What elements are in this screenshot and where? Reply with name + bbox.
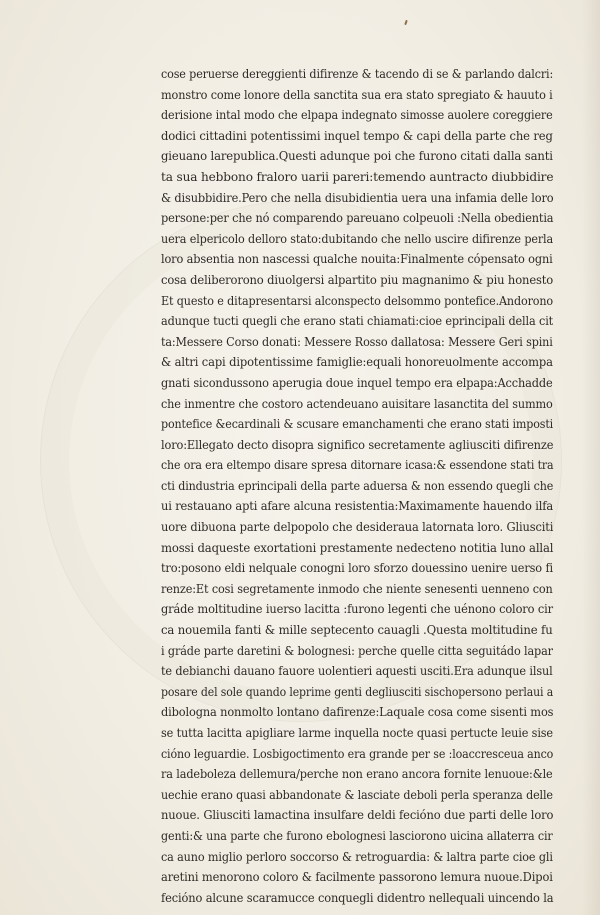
text-line: genti:& una parte che furono ebolognesi lasciorono uicina allaterra cir: [161, 827, 553, 843]
text-line: monstro come lonore della sanctita sua era stato spregiato & hauuto i: [161, 86, 553, 102]
text-line: gieuano larepublica.Questi adunque poi che furono citati dalla santi: [161, 148, 553, 164]
text-line: che inmentre che costoro actendeuano auisitare lasanctita del summo: [161, 395, 553, 411]
text-line: ta:Messere Corso donati: Messere Rosso dallatosa: Messere Geri spini: [161, 333, 553, 349]
text-line: te debianchi dauano fauore uolentieri aquesti usciti.Era adunque ilsul: [161, 663, 553, 679]
text-line: & altri capi dipotentissime famiglie:equali honoreuolmente accompa: [161, 354, 553, 370]
text-line: uore dibuona parte delpopolo che desideraua latornata loro. Gliusciti: [161, 519, 554, 535]
text-line: ra ladeboleza dellemura/perche non erano ancora fornite lenuoue:&le: [161, 766, 553, 782]
text-line: renze:Et cosi segretamente inmodo che niente senesenti uenneno con: [161, 580, 553, 596]
text-line: ta sua hebbono fraloro uarii pareri:temendo auntracto diubbidire: [161, 168, 554, 184]
text-line: posare del sole quando leprime genti degliusciti sischopersono perlaui a: [161, 683, 554, 699]
text-line: mossi daqueste exortationi prestamente nedecteno notitia luno allal: [161, 539, 554, 555]
text-line: dibologna nonmolto lontano dafirenze:Laquale cosa come sisenti mos: [161, 704, 554, 720]
text-line: se tutta lacitta apigliare larme inquella nocte quasi pertucte leuie sise: [161, 725, 553, 740]
ink-speck: [404, 20, 408, 25]
text-line: dodici cittadini potentissimi inquel tempo & capi della parte che reg: [161, 127, 553, 143]
text-line: ca nouemila fanti & mille septecento cauagli .Questa moltitudine fu: [161, 622, 553, 638]
text-line: tro:posono eldi nelquale conogni loro sforzo douessino uenire uerso fi: [161, 560, 553, 576]
text-line: uera elpericolo delloro stato:dubitando che nello uscire difirenze perla: [161, 230, 554, 246]
text-line: gnati sicondussono aperugia doue inquel tempo era elpapa:Acchadde: [161, 374, 553, 390]
text-line: derisione intal modo che elpapa indegnato simosse auolere coreggiere: [161, 107, 553, 123]
text-block: [161, 64, 553, 908]
page-edge-shadow: [582, 0, 600, 915]
text-line: pontefice &ecardinali & scusare emanchamenti che erano stati imposti: [161, 416, 554, 432]
text-line: aretini menorono coloro & facilmente passorono lemura nuoue.Dipoi: [161, 869, 553, 885]
text-line: fecióno alcune scaramucce conquegli didentro nellequali uincendo la: [161, 889, 554, 905]
text-line: loro absentia non nascessi qualche nouita:Finalmente cópensato ogni: [161, 251, 553, 267]
text-line: cióno leguardie. Losbigoctimento era grande per se :loaccresceua anco: [161, 745, 554, 761]
text-line: gráde moltitudine iuerso lacitta :furono legenti che uénono coloro cir: [161, 601, 553, 617]
text-line: ui restauano apti afare alcuna resistentia:Maximamente hauendo ilfa: [161, 498, 554, 514]
text-line: che ora era eltempo disare spresa ditornare icasa:& essendone stati tra: [161, 457, 554, 473]
text-line: persone:per che nó comparendo pareuano colpeuoli :Nella obedientia: [161, 210, 554, 226]
text-line: cose peruerse dereggienti difirenze & tacendo di se & parlando dalcri:: [161, 66, 554, 81]
text-line: & disubbidire.Pero che nella disubidientia uera una infamia delle loro: [161, 189, 554, 205]
text-line: i gráde parte daretini & bolognesi: perche quelle citta seguitádo lapar: [161, 642, 553, 658]
text-line: cti dindustria eprincipali della parte aduersa & non essendo quegli che: [161, 477, 554, 493]
text-line: ca auno miglio perloro soccorso & retroguardia: & laltra parte cioe gli: [161, 848, 553, 864]
text-line: nuoue. Gliusciti lamactina insulfare deldi fecióno due parti delle loro: [161, 807, 554, 823]
text-line: loro:Ellegato decto disopra significo secretamente agliusciti difirenze: [161, 436, 554, 452]
text-line: adunque tucti quegli che erano stati chiamati:cioe eprincipali della cit: [161, 313, 554, 329]
text-line: uechie erano quasi abbandonate & lasciate deboli perla speranza delle: [161, 786, 553, 802]
text-line: Et questo e ditapresentarsi alconspecto delsommo pontefice.Andorono: [161, 292, 554, 308]
text-line: cosa deliberorono diuolgersi alpartito piu magnanimo & piu honesto: [161, 271, 554, 287]
